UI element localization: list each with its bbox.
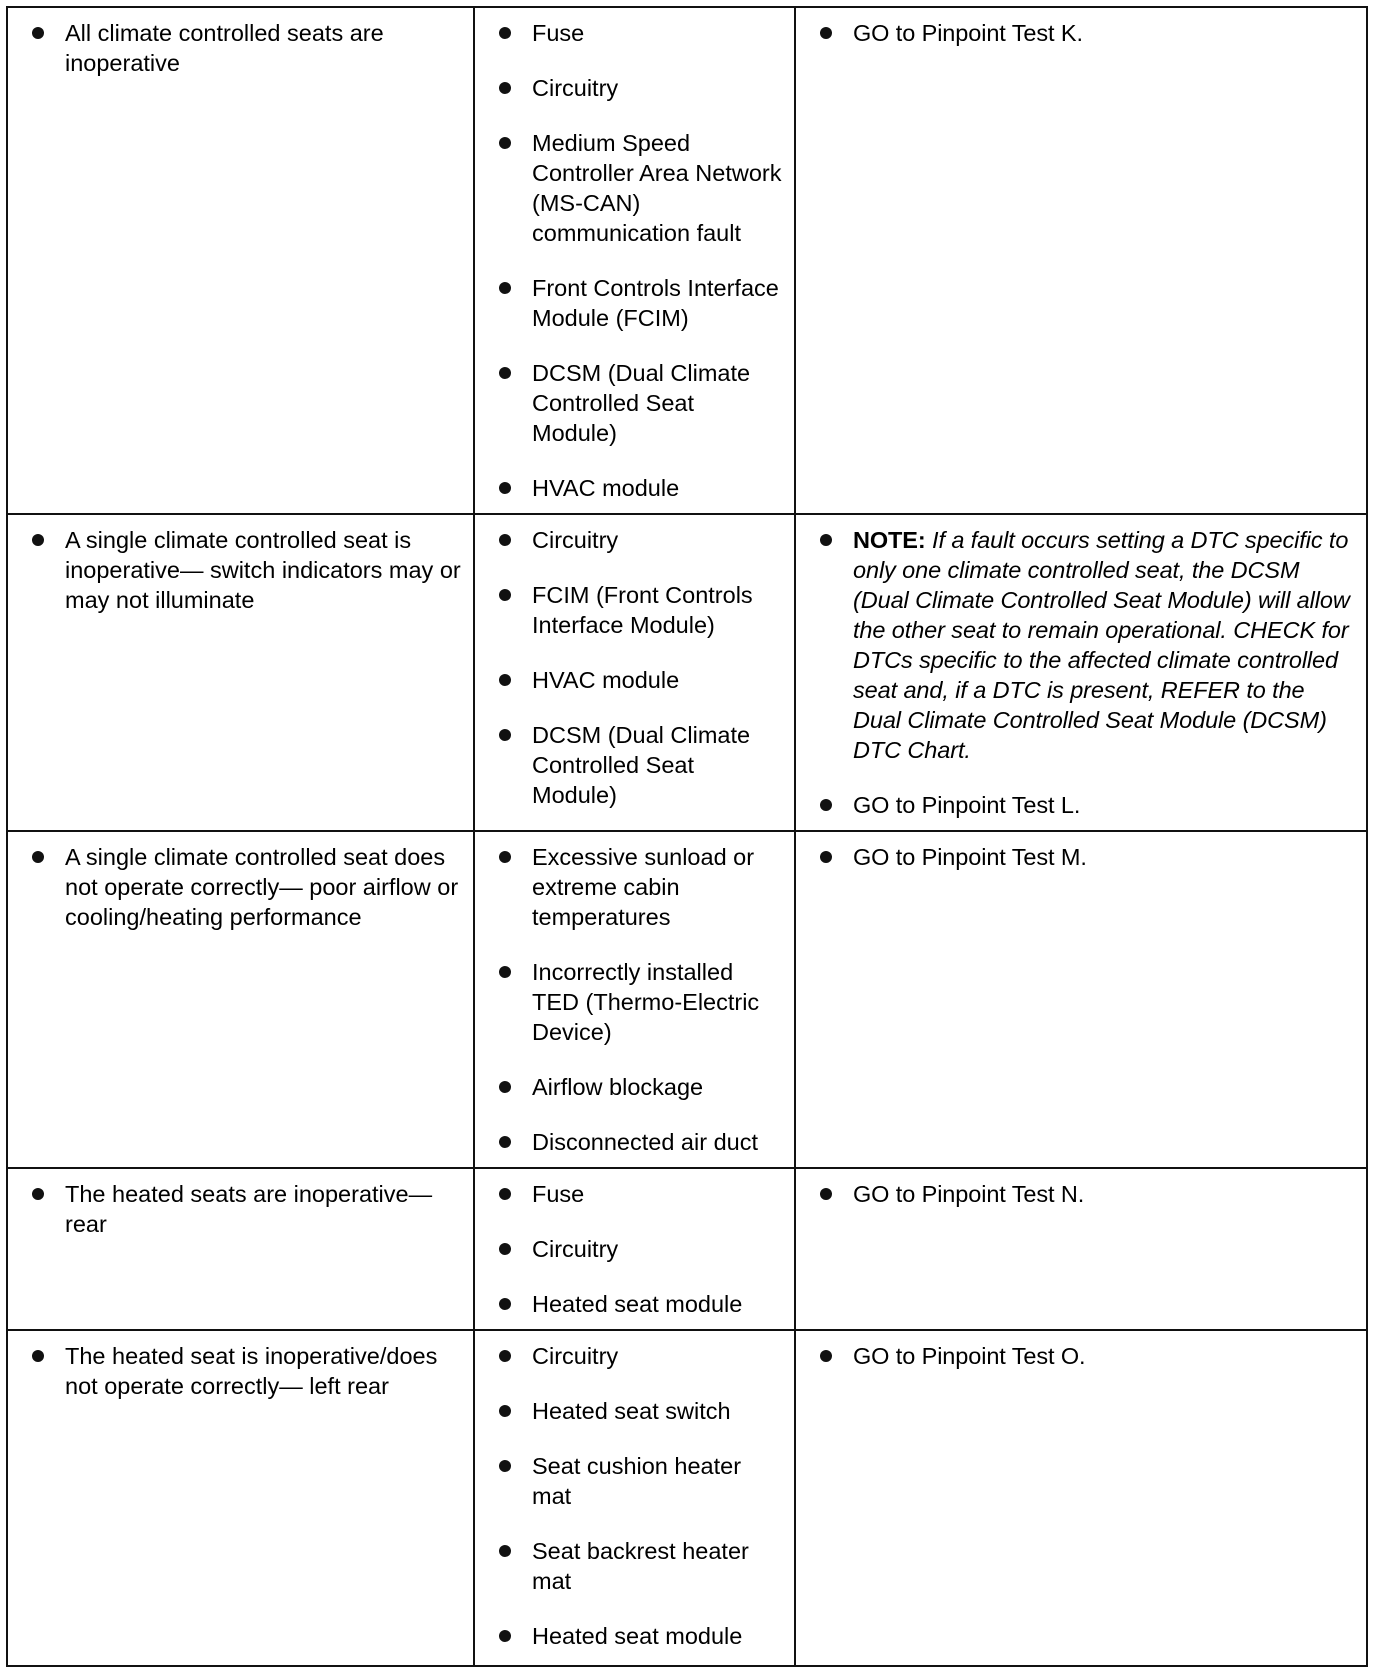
source-item: DCSM (Dual Climate Controlled Seat Module) — [499, 720, 784, 810]
source-item: Airflow blockage — [499, 1072, 784, 1102]
source-item: Excessive sunload or extreme cabin temperatures — [499, 842, 784, 932]
possible-source-cell — [474, 831, 795, 1168]
table-row — [7, 1168, 1367, 1330]
possible-source-cell — [474, 7, 795, 514]
condition-text: The heated seats are inoperative— rear — [32, 1179, 463, 1239]
possible-source-cell — [474, 1168, 795, 1330]
note-label: NOTE: — [853, 527, 926, 553]
condition-cell — [7, 1330, 474, 1666]
action-text: GO to Pinpoint Test K. — [820, 18, 1356, 48]
condition-text: A single climate controlled seat does not operate correctly— poor airflow or cooling/heating performance — [32, 842, 463, 932]
condition-cell — [7, 1168, 474, 1330]
table-row — [7, 831, 1367, 1168]
action-text: GO to Pinpoint Test L. — [820, 790, 1356, 820]
possible-source-cell — [474, 514, 795, 831]
condition-text: A single climate controlled seat is inoperative— switch indicators may or may not illuminate — [32, 525, 463, 615]
source-item: Heated seat module — [499, 1289, 784, 1319]
source-item: Seat backrest heater mat — [499, 1536, 784, 1596]
source-item: Front Controls Interface Module (FCIM) — [499, 273, 784, 333]
source-item: Seat cushion heater mat — [499, 1451, 784, 1511]
table-row — [7, 7, 1367, 514]
condition-text: The heated seat is inoperative/does not operate correctly— left rear — [32, 1341, 463, 1401]
condition-cell — [7, 831, 474, 1168]
action-cell — [795, 7, 1367, 514]
source-item: Circuitry — [499, 525, 784, 555]
note-item — [820, 525, 1356, 765]
note-text: If a fault occurs setting a DTC specific to only one climate controlled seat, the DCSM (Dual Climate Controlled Seat Module) will allow the other seat to remain operational. CHECK for DTCs specific to the affected climate controlled seat and, if a DTC is present, REFER to the Dual Climate Controlled Seat Module (DCSM) DTC Chart. — [853, 527, 1350, 763]
source-item: Heated seat switch — [499, 1396, 784, 1426]
source-item: Fuse — [499, 1179, 784, 1209]
source-item: Incorrectly installed TED (Thermo-Electric Device) — [499, 957, 784, 1047]
action-cell — [795, 1168, 1367, 1330]
source-item: Heated seat module — [499, 1621, 784, 1651]
source-item: Disconnected air duct — [499, 1127, 784, 1157]
symptom-chart-table — [6, 6, 1368, 1667]
source-item: DCSM (Dual Climate Controlled Seat Module) — [499, 358, 784, 448]
action-cell — [795, 1330, 1367, 1666]
table-row — [7, 514, 1367, 831]
source-item: HVAC module — [499, 473, 784, 503]
condition-cell — [7, 514, 474, 831]
action-cell — [795, 514, 1367, 831]
table-row — [7, 1330, 1367, 1666]
source-item: Circuitry — [499, 73, 784, 103]
possible-source-cell — [474, 1330, 795, 1666]
action-text: GO to Pinpoint Test M. — [820, 842, 1356, 872]
action-cell — [795, 831, 1367, 1168]
source-item: Circuitry — [499, 1341, 784, 1371]
symptom-chart-page — [6, 6, 1366, 1667]
source-item: Circuitry — [499, 1234, 784, 1264]
source-item: Medium Speed Controller Area Network (MS-CAN) communication fault — [499, 128, 784, 248]
action-text: GO to Pinpoint Test O. — [820, 1341, 1356, 1371]
source-item: FCIM (Front Controls Interface Module) — [499, 580, 784, 640]
condition-cell — [7, 7, 474, 514]
action-text: GO to Pinpoint Test N. — [820, 1179, 1356, 1209]
condition-text: All climate controlled seats are inoperative — [32, 18, 463, 78]
source-item: Fuse — [499, 18, 784, 48]
source-item: HVAC module — [499, 665, 784, 695]
